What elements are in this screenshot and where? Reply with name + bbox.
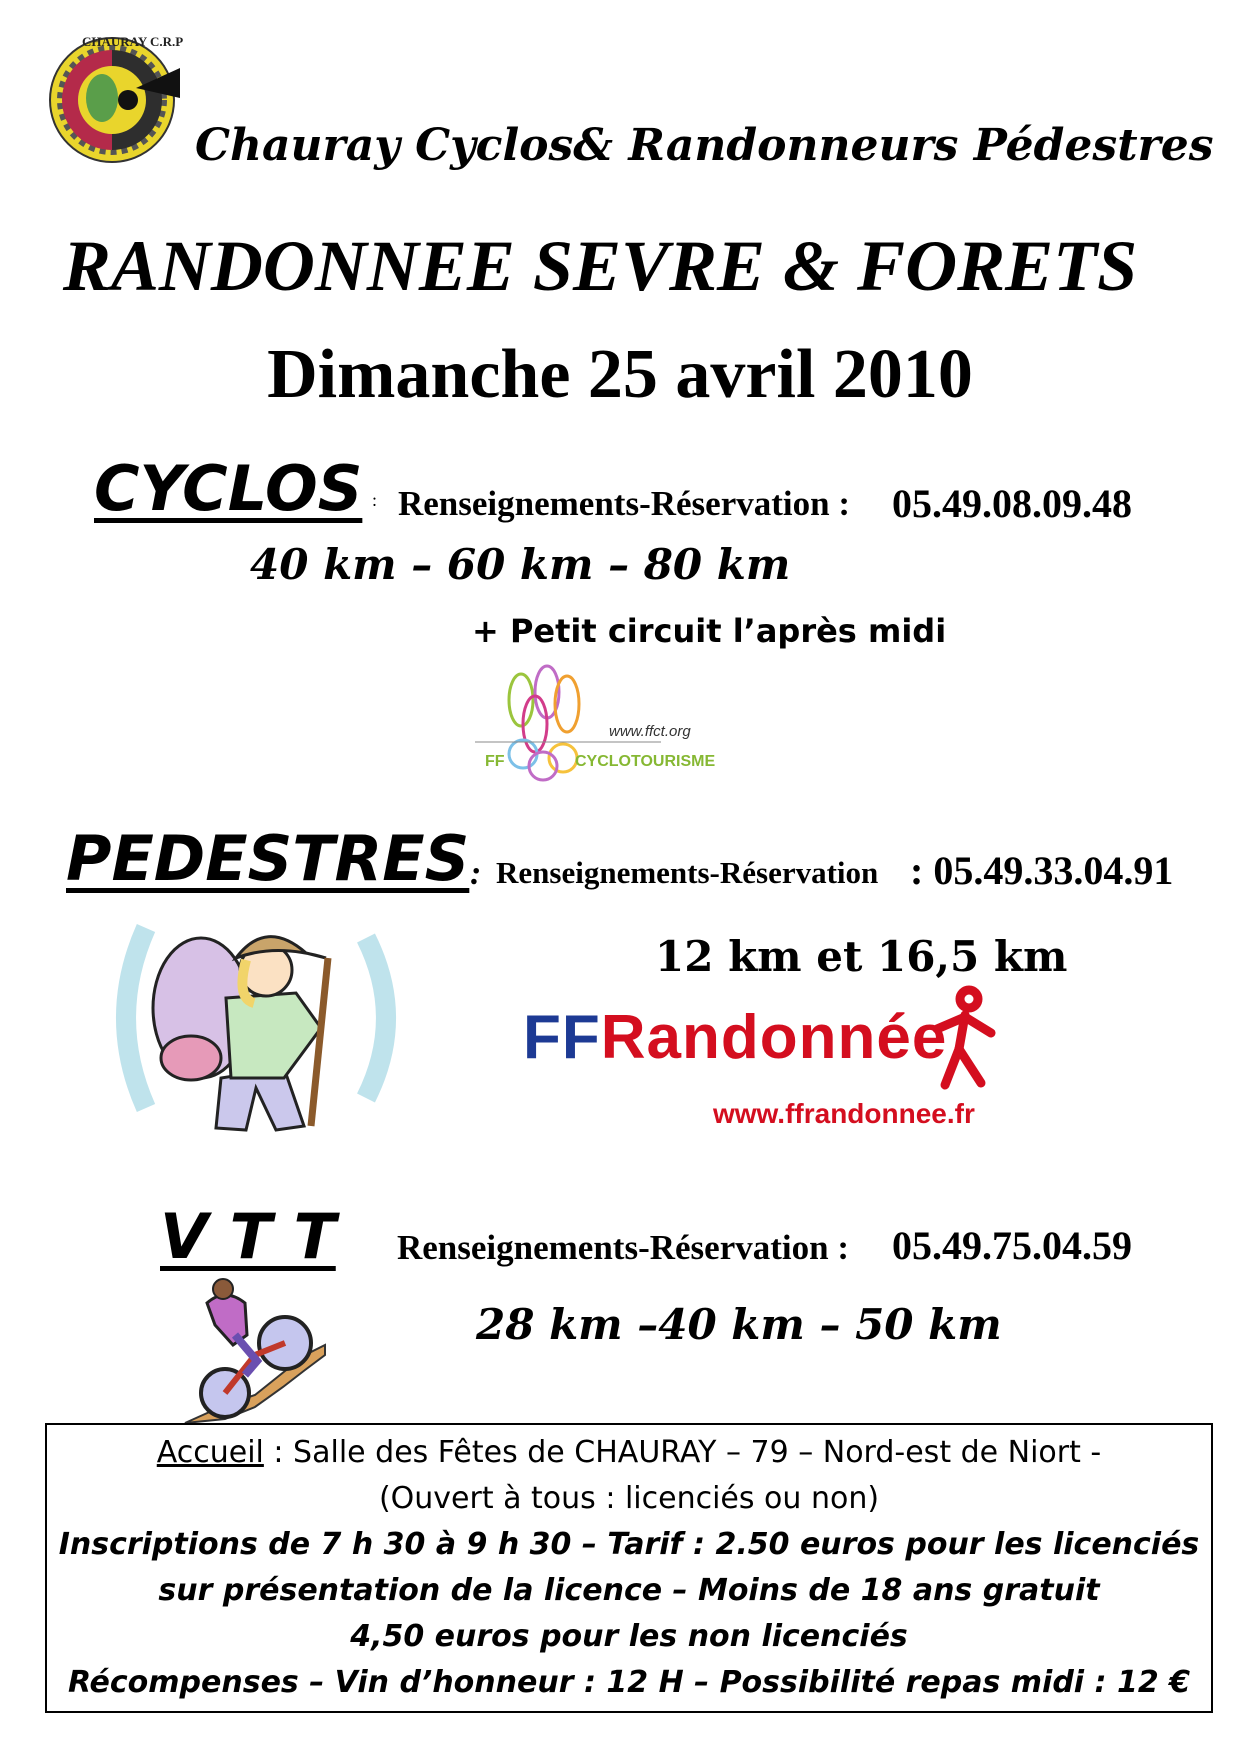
ffct-logo-url: www.ffct.org: [609, 723, 691, 740]
vtt-distances: 28 km –40 km – 50 km: [476, 1300, 1002, 1349]
pedestres-phone: : 05.49.33.04.91: [910, 848, 1174, 893]
pedestres-distances: 12 km et 16,5 km: [655, 932, 1068, 981]
ffrandonnee-url: www.ffrandonnee.fr: [713, 1098, 975, 1129]
vtt-phone: 05.49.75.04.59: [892, 1223, 1132, 1268]
cyclos-extra-circuit: + Petit circuit l’après midi: [472, 612, 947, 650]
pedestres-info-label: Renseignements-Réservation: [496, 855, 879, 890]
club-logo-text: CHAURAY C.R.P: [82, 34, 184, 49]
cyclos-info-label: Renseignements-Réservation :: [398, 484, 850, 523]
ffrandonnee-logo-name: Randonnée: [600, 1003, 948, 1072]
non-licensed-price-line: 4,50 euros pour les non licenciés: [350, 1619, 908, 1654]
vtt-heading: V T T: [160, 1200, 336, 1273]
pedestres-colon: :: [470, 855, 482, 892]
cyclos-distances: 40 km – 60 km – 80 km: [250, 540, 791, 589]
ffct-logo-name: CYCLOTOURISME: [575, 753, 716, 770]
ffrandonnee-logo-ff: FF: [523, 1003, 601, 1072]
accueil-label: Accueil: [156, 1435, 264, 1470]
accueil-text: : Salle des Fêtes de CHAURAY – 79 – Nord-est de Niort -: [263, 1435, 1102, 1470]
open-text: (Ouvert à tous : licenciés ou non): [378, 1481, 880, 1516]
hiker-illustration: [106, 898, 406, 1140]
ffrandonnee-logo-text: [523, 1002, 947, 1073]
organization-name: Chauray Cyclos& Randonneurs Pédestres: [195, 120, 1214, 171]
registration-line: Inscriptions de 7 h 30 à 9 h 30 – Tarif : 2.50 euros pour les licenciés: [58, 1527, 1200, 1562]
mountain-biker-illustration: [185, 1275, 325, 1425]
license-line: sur présentation de la licence – Moins de 18 ans gratuit: [158, 1573, 1100, 1608]
cyclos-heading: CYCLOS: [94, 452, 363, 525]
accueil-line: [47, 1430, 1211, 1476]
ffct-logo-ff: FF: [485, 753, 505, 770]
rewards-line: Récompenses – Vin d’honneur : 12 H – Possibilité repas midi : 12 €: [67, 1665, 1191, 1700]
info-box: [45, 1423, 1213, 1713]
vtt-info-label: Renseignements-Réservation :: [397, 1228, 849, 1267]
cyclos-phone: 05.49.08.09.48: [892, 481, 1132, 526]
event-date: Dimanche 25 avril 2010: [267, 336, 973, 413]
cyclos-colon: :: [372, 490, 378, 510]
ffrandonnee-walker-icon: [925, 985, 1005, 1095]
pedestres-heading: PEDESTRES: [66, 822, 470, 895]
ffct-logo: [475, 662, 716, 790]
event-title: RANDONNEE SEVRE & FORETS: [62, 226, 1138, 306]
club-logo: [40, 28, 188, 168]
